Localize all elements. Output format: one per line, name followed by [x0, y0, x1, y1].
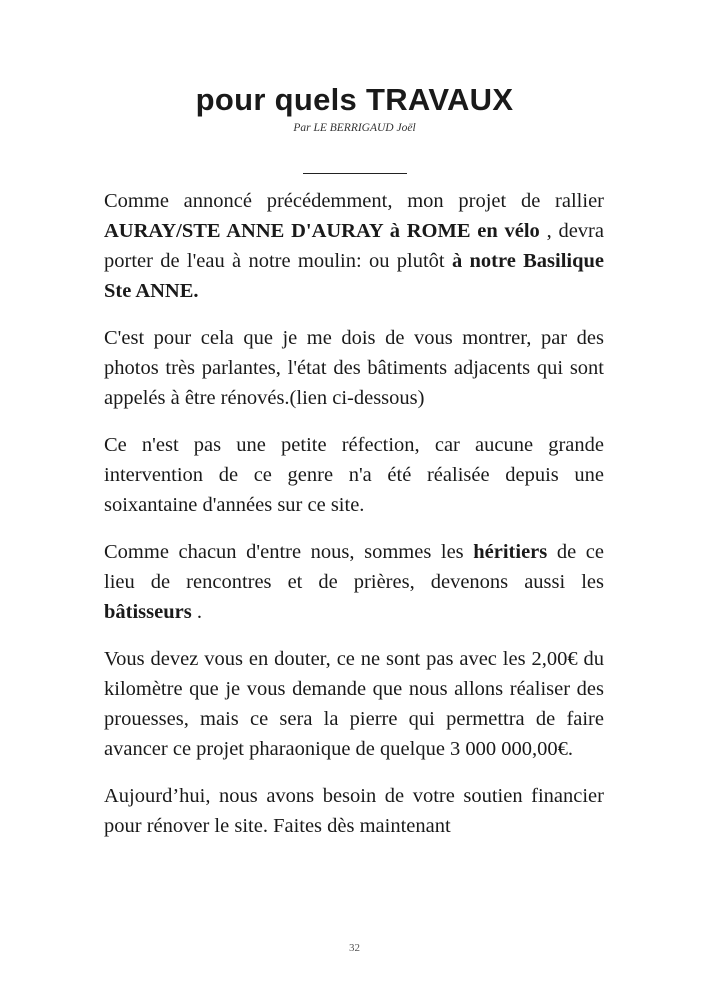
paragraph-1-text-a: Comme annoncé précédemment, mon projet de rallier: [104, 190, 604, 212]
paragraph-4-text-a: Comme chacun d'entre nous, sommes les: [104, 541, 474, 563]
paragraph-5: Vous devez vous en douter, ce ne sont pas avec les 2,00€ du kilomètre que je vous demande que nous allons réaliser des prouesses, mais ce sera la pierre qui permettra de faire avancer ce projet pharaonique de quelque 3 000 000,00€.: [104, 648, 604, 760]
paragraph-2: C'est pour cela que je me dois de vous montrer, par des photos très parlantes, l'état des bâtiments adjacents qui sont appelés à être rénovés.(lien ci-dessous): [104, 327, 604, 409]
paragraph-4-text-e: .: [191, 601, 202, 623]
paragraph-4-bold-heritiers: héritiers: [473, 541, 548, 563]
title-divider: [303, 173, 407, 174]
author-byline: Par LE BERRIGAUD Joël: [293, 122, 416, 134]
page-title: pour quels TRAVAUX: [195, 82, 514, 117]
page-number: 32: [349, 942, 360, 954]
paragraph-4-bold-batisseurs: bâtisseurs: [104, 601, 192, 623]
paragraph-1-bold-route: AURAY/STE ANNE D'AURAY à ROME en vélo: [104, 220, 540, 242]
paragraph-3: Ce n'est pas une petite réfection, car aucune grande intervention de ce genre n'a été réalisée depuis une soixantaine d'années sur ce site.: [104, 434, 604, 516]
paragraph-1: [104, 186, 604, 306]
article-body: [104, 186, 604, 858]
paragraph-1-text-c: , devra porter de l'eau à notre moulin: ou plutôt: [104, 220, 604, 272]
paragraph-6: Aujourd’hui, nous avons besoin de votre soutien financier pour rénover le site. Faites dès maintenant: [104, 785, 604, 837]
paragraph-4-text-c: de ce lieu de rencontres et de prières, devenons aussi les: [104, 541, 604, 593]
paragraph-1-bold-basilique: à notre Basilique Ste ANNE.: [104, 250, 604, 302]
paragraph-4: [104, 537, 604, 627]
